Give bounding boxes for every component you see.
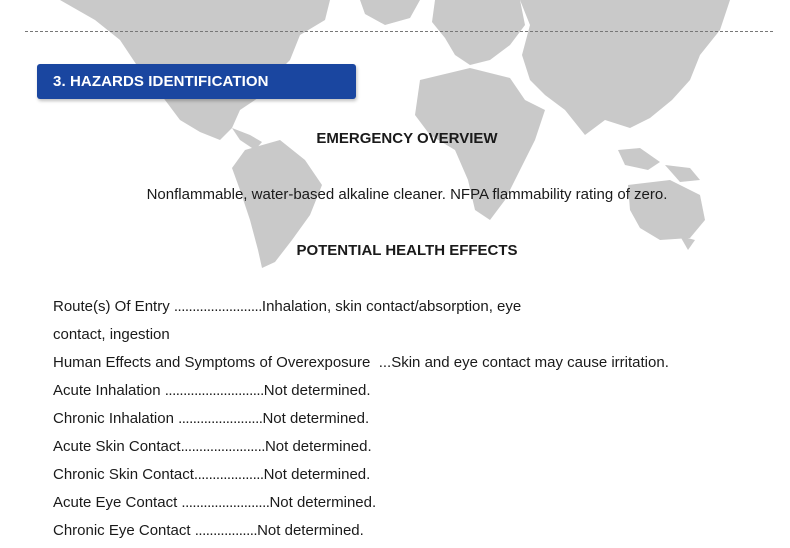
human-dots: ... xyxy=(370,354,392,371)
effect-value: Not determined. xyxy=(263,466,371,483)
effect-dots: ................... xyxy=(193,466,264,483)
section-title: 3. HAZARDS IDENTIFICATION xyxy=(53,73,269,90)
effect-label: Acute Eye Contact xyxy=(53,494,182,511)
human-value: Skin and eye contact may cause irritation. xyxy=(391,354,669,371)
effect-value: Not determined. xyxy=(262,410,370,427)
route-value-cont: contact, ingestion xyxy=(53,326,170,343)
effect-dots: ....................... xyxy=(178,410,263,427)
health-effect-row xyxy=(53,436,669,464)
human-label: Human Effects and Symptoms of Overexposure xyxy=(53,354,371,371)
health-effects-list xyxy=(53,296,669,548)
health-effect-row xyxy=(53,408,669,436)
health-effects-heading: POTENTIAL HEALTH EFFECTS xyxy=(296,242,518,259)
health-effect-row xyxy=(53,520,669,548)
route-value: Inhalation, skin contact/absorption, eye xyxy=(261,298,522,315)
route-of-entry-continued xyxy=(53,324,669,352)
dashed-divider xyxy=(25,31,773,32)
effect-value: Not determined. xyxy=(264,438,372,455)
health-effect-row xyxy=(53,492,669,520)
emergency-overview-heading: EMERGENCY OVERVIEW xyxy=(316,130,498,147)
effect-dots: ........................ xyxy=(181,494,270,511)
health-effect-row xyxy=(53,464,669,492)
effect-value: Not determined. xyxy=(263,382,371,399)
route-of-entry-row xyxy=(53,296,669,324)
effect-label: Chronic Eye Contact xyxy=(53,522,195,539)
section-header xyxy=(37,64,356,99)
health-effect-row xyxy=(53,380,669,408)
effect-value: Not determined. xyxy=(257,522,364,539)
effect-label: Acute Inhalation xyxy=(53,382,165,399)
effect-label: Acute Skin Contact xyxy=(53,438,181,455)
effect-label: Chronic Skin Contact xyxy=(53,466,194,483)
human-effects-row xyxy=(53,352,669,380)
effect-value: Not determined. xyxy=(269,494,377,511)
route-label: Route(s) Of Entry xyxy=(53,298,174,315)
effect-label: Chronic Inhalation xyxy=(53,410,179,427)
route-dots: ........................ xyxy=(173,298,262,315)
effect-dots: ................. xyxy=(194,522,258,539)
effect-dots: ........................... xyxy=(164,382,264,399)
effect-dots: ....................... xyxy=(180,438,265,455)
emergency-overview-text: Nonflammable, water-based alkaline cleaner. NFPA flammability rating of zero. xyxy=(146,186,668,203)
